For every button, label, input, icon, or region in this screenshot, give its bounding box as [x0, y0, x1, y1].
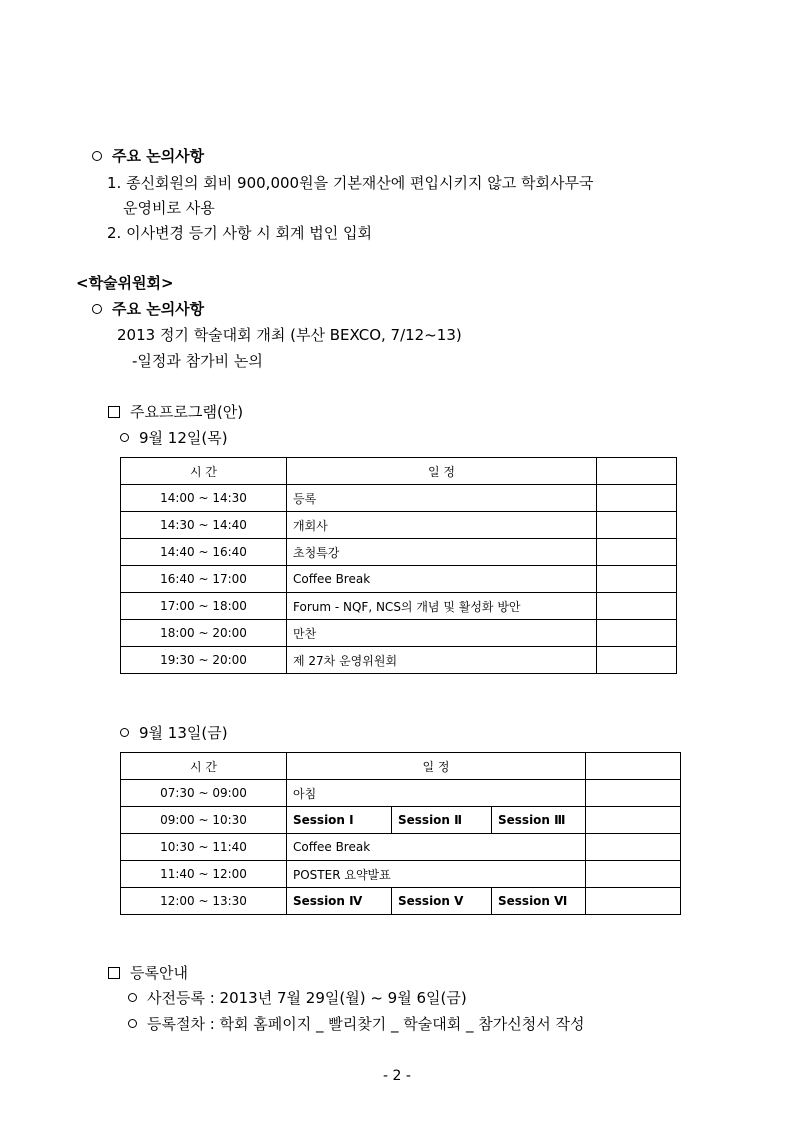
registration-item-2: 등록절차 : 학회 홈페이지 _ 빨리찾기 _ 학술대회 _ 참가신청서 작성: [128, 1013, 585, 1034]
table-row: [121, 807, 681, 834]
section2-heading: 주요 논의사항: [92, 298, 204, 319]
time-cell: 14:40 ~ 16:40: [121, 539, 287, 566]
session-cell: Session Ⅴ: [392, 888, 492, 915]
table-row: [121, 566, 677, 593]
empty-cell: [597, 593, 677, 620]
program-heading: 주요프로그램(안): [108, 401, 243, 422]
circle-bullet-icon: [128, 1019, 137, 1028]
table-row: [121, 485, 677, 512]
circle-bullet-icon: [92, 304, 102, 314]
empty-cell: [597, 485, 677, 512]
empty-cell: [586, 780, 681, 807]
empty-cell: [597, 512, 677, 539]
section1-item-2: 2. 이사변경 등기 사항 시 회계 법인 입회: [107, 224, 373, 242]
section1-item-1: 1. 종신회원의 회비 900,000원을 기본재산에 편입시키지 않고 학회사무국: [107, 174, 594, 192]
time-cell: 11:40 ~ 12:00: [121, 861, 287, 888]
session-cell: Session Ⅳ: [287, 888, 392, 915]
table-row: [121, 834, 681, 861]
table-row: [121, 647, 677, 674]
registration-heading: 등록안내: [108, 962, 188, 983]
circle-bullet-icon: [120, 728, 129, 737]
square-bullet-icon: [108, 406, 120, 418]
event-cell: 아침: [287, 780, 586, 807]
circle-bullet-icon: [92, 151, 102, 161]
empty-cell: [586, 807, 681, 834]
time-cell: 12:00 ~ 13:30: [121, 888, 287, 915]
event-cell: Forum - NQF, NCS의 개념 및 활성화 방안: [287, 593, 597, 620]
event-cell: 등록: [287, 485, 597, 512]
header-empty: [586, 753, 681, 780]
table-row: [121, 593, 677, 620]
section2-line2: -일정과 참가비 논의: [132, 352, 263, 370]
event-cell: 만찬: [287, 620, 597, 647]
circle-bullet-icon: [128, 993, 137, 1002]
day2-label: 9월 13일(금): [120, 722, 228, 743]
empty-cell: [586, 888, 681, 915]
header-empty: [597, 458, 677, 485]
header-schedule: 일 정: [287, 753, 586, 780]
empty-cell: [597, 539, 677, 566]
header-time: 시 간: [121, 458, 287, 485]
section1-heading: 주요 논의사항: [92, 145, 204, 166]
table-row: [121, 861, 681, 888]
event-cell: Coffee Break: [287, 834, 586, 861]
circle-bullet-icon: [120, 433, 129, 442]
time-cell: 14:00 ~ 14:30: [121, 485, 287, 512]
registration-item-1: 사전등록 : 2013년 7월 29일(월) ~ 9월 6일(금): [128, 987, 467, 1008]
time-cell: 19:30 ~ 20:00: [121, 647, 287, 674]
table-row: [121, 512, 677, 539]
day1-schedule-table: [120, 457, 677, 674]
session-cell: Session Ⅵ: [492, 888, 586, 915]
event-cell: 개회사: [287, 512, 597, 539]
table-row: [121, 620, 677, 647]
session-cell: Session Ⅰ: [287, 807, 392, 834]
empty-cell: [597, 566, 677, 593]
empty-cell: [597, 647, 677, 674]
header-time: 시 간: [121, 753, 287, 780]
empty-cell: [597, 620, 677, 647]
table-row: [121, 888, 681, 915]
empty-cell: [586, 834, 681, 861]
section1-item-1-cont: 운영비로 사용: [123, 199, 215, 217]
time-cell: 16:40 ~ 17:00: [121, 566, 287, 593]
session-cell: Session Ⅲ: [492, 807, 586, 834]
time-cell: 07:30 ~ 09:00: [121, 780, 287, 807]
header-schedule: 일 정: [287, 458, 597, 485]
time-cell: 10:30 ~ 11:40: [121, 834, 287, 861]
section2-line1: 2013 정기 학술대회 개최 (부산 BEXCO, 7/12~13): [117, 326, 462, 344]
square-bullet-icon: [108, 967, 120, 979]
page-number: - 2 -: [383, 1068, 411, 1084]
event-cell: 초청특강: [287, 539, 597, 566]
time-cell: 14:30 ~ 14:40: [121, 512, 287, 539]
day2-schedule-table: [120, 752, 681, 915]
event-cell: Coffee Break: [287, 566, 597, 593]
time-cell: 17:00 ~ 18:00: [121, 593, 287, 620]
time-cell: 18:00 ~ 20:00: [121, 620, 287, 647]
table-header-row: [121, 753, 681, 780]
section2-title: <학술위원회>: [76, 274, 174, 292]
event-cell: 제 27차 운영위원회: [287, 647, 597, 674]
table-row: [121, 539, 677, 566]
table-header-row: [121, 458, 677, 485]
empty-cell: [586, 861, 681, 888]
session-cell: Session Ⅱ: [392, 807, 492, 834]
event-cell: POSTER 요약발표: [287, 861, 586, 888]
day1-label: 9월 12일(목): [120, 427, 228, 448]
time-cell: 09:00 ~ 10:30: [121, 807, 287, 834]
table-row: [121, 780, 681, 807]
